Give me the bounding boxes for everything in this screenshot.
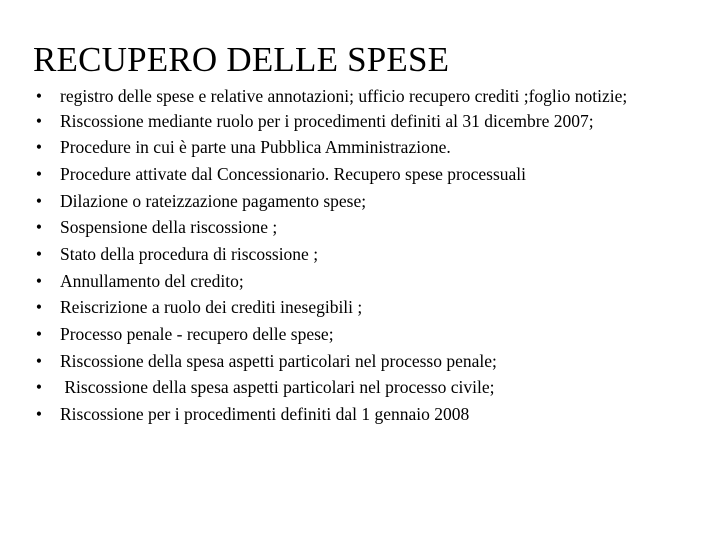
bullet-icon: • (35, 270, 43, 291)
bullet-text: Dilazione o rateizzazione pagamento spese; (60, 190, 367, 211)
bullet-icon: • (35, 243, 43, 264)
bullet-icon: • (35, 137, 43, 158)
bullet-item (30, 351, 690, 372)
bullet-text: registro delle spese e relative annotazioni; ufficio recupero crediti ;foglio notizie; (60, 86, 628, 106)
bullet-item (30, 191, 690, 212)
bullet-item (30, 244, 690, 265)
bullet-icon: • (35, 86, 43, 106)
bullet-item (30, 217, 690, 238)
bullet-item (30, 297, 690, 318)
bullet-icon: • (35, 217, 43, 238)
bullet-text: Reiscrizione a ruolo dei crediti inesegibili ; (60, 297, 363, 318)
bullet-text: Riscossione della spesa aspetti particolari nel processo penale; (60, 350, 497, 371)
bullet-text: Procedure attivate dal Concessionario. Recupero spese processuali (60, 163, 527, 184)
bullet-text: Processo penale - recupero delle spese; (60, 324, 334, 344)
bullet-list (30, 86, 690, 431)
bullet-item (30, 164, 690, 185)
bullet-icon: • (35, 190, 43, 211)
bullet-icon: • (35, 350, 43, 371)
bullet-icon: • (35, 297, 43, 318)
bullet-item (30, 271, 690, 292)
bullet-text: Annullamento del credito; (60, 270, 244, 291)
bullet-item (30, 137, 690, 158)
bullet-icon: • (35, 163, 43, 184)
bullet-text: Stato della procedura di riscossione ; (60, 243, 319, 264)
bullet-text: Sospensione della riscossione ; (60, 217, 278, 238)
bullet-item (30, 404, 690, 425)
bullet-item (30, 86, 690, 107)
bullet-text: Riscossione della spesa aspetti particolari nel processo civile; (60, 377, 495, 398)
bullet-icon: • (35, 404, 43, 425)
bullet-text: Riscossione per i procedimenti definiti dal 1 gennaio 2008 (60, 404, 470, 425)
bullet-item (30, 324, 690, 345)
bullet-icon: • (35, 377, 43, 398)
bullet-item (30, 377, 690, 398)
bullet-item (30, 111, 690, 132)
bullet-icon: • (35, 110, 43, 131)
bullet-text: Riscossione mediante ruolo per i procedimenti definiti al 31 dicembre 2007; (60, 110, 594, 131)
slide-title: RECUPERO DELLE SPESE (33, 40, 450, 79)
bullet-icon: • (35, 324, 43, 344)
bullet-text: Procedure in cui è parte una Pubblica Amministrazione. (60, 137, 451, 158)
